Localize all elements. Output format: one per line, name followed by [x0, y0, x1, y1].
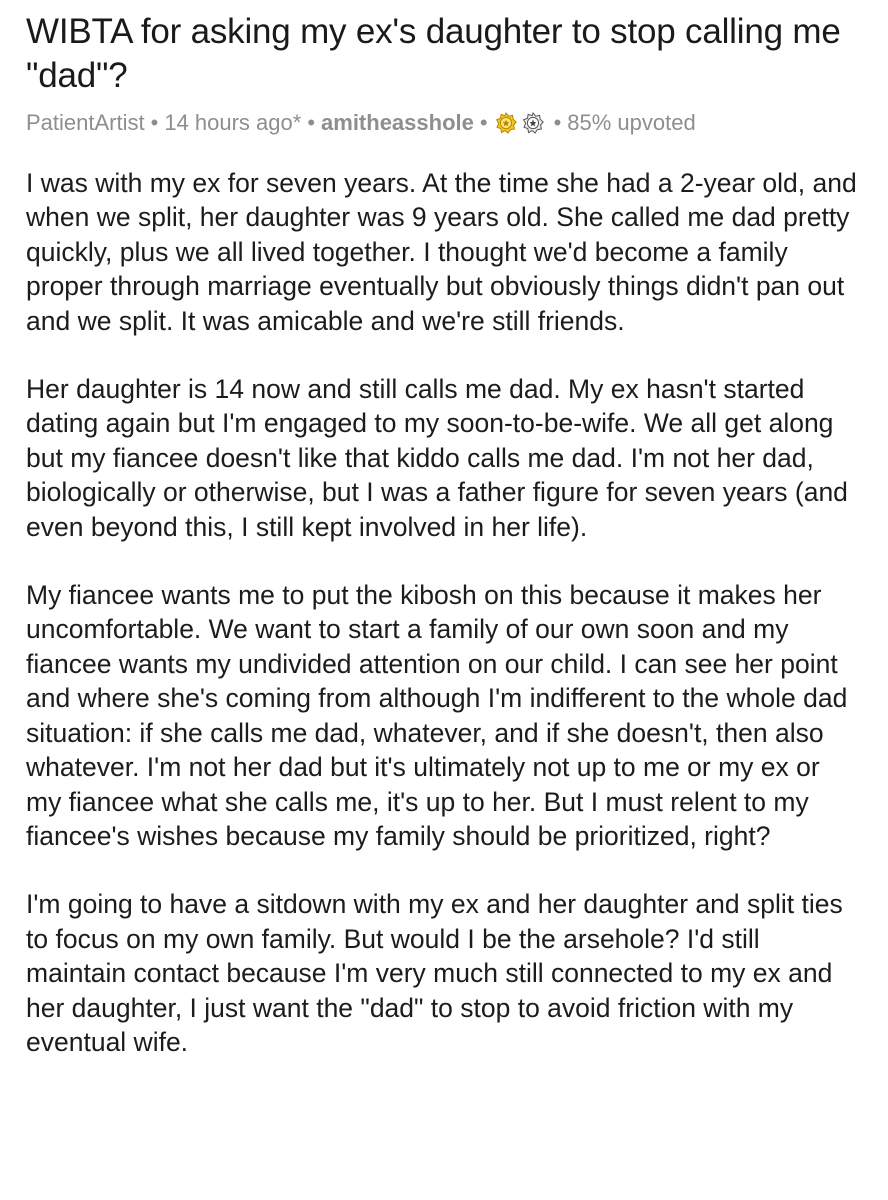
author-link[interactable]: PatientArtist [26, 110, 145, 135]
post-paragraph: My fiancee wants me to put the kibosh on this because it makes her uncomfortable. We want to start a family of our own soon and my fiancee wants my undivided attention on our child. I can see her point and where she's coming from although I'm indifferent to the whole dad situation: if she calls me dad, whatever, and if she doesn't, then also whatever. I'm not her dad but it's ultimately not up to me or my ex or my fiancee what she calls me, it's up to her. But I must relent to my fiancee's wishes because my family should be prioritized, right? [26, 580, 848, 851]
post-paragraph: Her daughter is 14 now and still calls me dad. My ex hasn't started dating again but I'm engaged to my soon-to-be-wife. We all get along but my fiancee doesn't like that kiddo calls me dad. I'm not her dad, biologically or otherwise, but I was a father figure for seven years (and even beyond this, I still kept involved in her life). [26, 374, 848, 542]
post-meta [26, 108, 858, 138]
subreddit-link[interactable]: amitheasshole [321, 110, 474, 135]
post-time: 14 hours ago* [164, 110, 302, 135]
meta-separator: • [150, 110, 159, 135]
silver-award-icon[interactable] [521, 111, 545, 135]
meta-separator: • [553, 110, 562, 135]
post-body [26, 166, 858, 1059]
post-title: WIBTA for asking my ex's daughter to stop calling me "dad"? [26, 12, 841, 95]
meta-separator: • [479, 110, 488, 135]
gold-award-icon[interactable] [494, 111, 518, 135]
post-paragraph: I was with my ex for seven years. At the time she had a 2-year old, and when we split, her daughter was 9 years old. She called me dad pretty quickly, plus we all lived together. I thought we'd become a family proper through marriage eventually but obviously things didn't pan out and we split. It was amicable and we're still friends. [26, 168, 857, 336]
meta-separator: • [307, 110, 316, 135]
upvote-percentage: 85% upvoted [567, 110, 696, 135]
post-paragraph: I'm going to have a sitdown with my ex and her daughter and split ties to focus on my own family. But would I be the arsehole? I'd still maintain contact because I'm very much still connected to my ex and her daughter, I just want the "dad" to stop to avoid friction with my eventual wife. [26, 889, 843, 1057]
